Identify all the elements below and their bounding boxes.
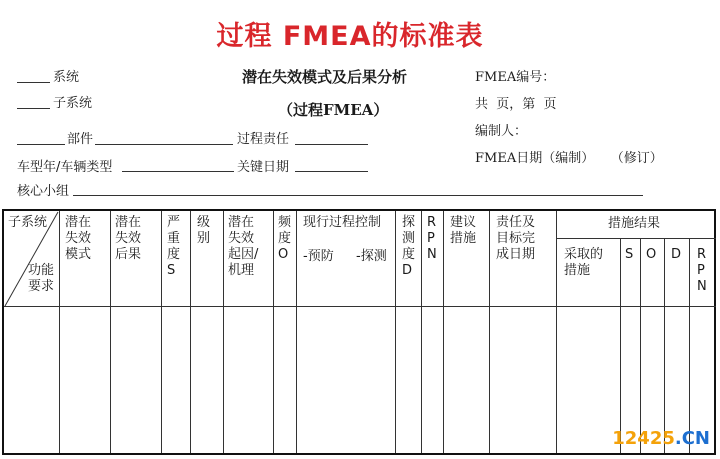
col-divider (161, 211, 162, 453)
col-recommended-header: 建议 措施 (450, 215, 477, 246)
process-owner-underline (295, 144, 368, 145)
model-year-underline (122, 171, 234, 172)
analysis-title: 潜在失效模式及后果分析 (242, 68, 408, 86)
col-results-header: 措施结果 (608, 216, 661, 231)
col-o-header: O (646, 247, 657, 262)
prepared-by-label: 编制人： (475, 124, 528, 139)
col-divider (223, 211, 224, 453)
col-s-header: S (625, 247, 634, 262)
component-label: 部件 (67, 132, 94, 147)
fmea-table (2, 209, 716, 455)
subsystem-underline (17, 108, 50, 109)
fmea-number-label: FMEA编号： (475, 70, 556, 85)
col-divider (110, 211, 111, 453)
col-d-header: D (671, 247, 682, 262)
watermark (612, 428, 710, 449)
col-divider (689, 239, 690, 453)
col-divider (620, 239, 621, 453)
col-divider (556, 211, 557, 453)
process-owner-label: 过程责任 (237, 132, 290, 147)
col-divider (190, 211, 191, 453)
fmea-date-label: FMEA日期（编制） （修订） (475, 151, 663, 166)
col-divider (664, 239, 665, 453)
col-failure-mode-header: 潜在 失效 模式 (65, 215, 92, 262)
col-subsystem-header: 子系统 (8, 215, 48, 230)
header-bottom-line (4, 306, 716, 307)
component-underline-left (17, 144, 65, 145)
col-severity-header: 严 重 度 S (167, 215, 181, 278)
component-underline (95, 144, 233, 145)
core-team-label: 核心小组 (17, 184, 70, 199)
page-title: 过程 FMEA的标准表 (216, 21, 484, 52)
core-team-underline (73, 195, 643, 196)
col-responsibility-header: 责任及 目标完 成日期 (496, 215, 536, 262)
subsystem-label: 子系统 (53, 96, 93, 111)
col-class-header: 级 别 (197, 215, 211, 246)
col-divider (395, 211, 396, 453)
page-count-label: 共 页，第 页 (475, 97, 557, 112)
col-divider (640, 239, 641, 453)
analysis-subtitle: （过程FMEA） (278, 101, 389, 119)
key-date-underline (295, 171, 368, 172)
col-divider (443, 211, 444, 453)
col-rpn2-header: R P N (697, 247, 707, 294)
col-detect-header: -探测 (356, 249, 387, 264)
col-controls-header: 现行过程控制 (303, 215, 382, 230)
col-rpn-header: R P N (427, 215, 437, 262)
results-divider (556, 238, 716, 239)
system-label: 系统 (53, 70, 80, 85)
col-divider (273, 211, 274, 453)
col-divider (489, 211, 490, 453)
col-actions-header: 采取的 措施 (564, 247, 604, 278)
watermark-domain: .CN (674, 428, 710, 449)
col-cause-header: 潜在 失效 起因/ 机理 (228, 215, 259, 278)
col-effects-header: 潜在 失效 后果 (115, 215, 142, 262)
system-underline (17, 82, 50, 83)
col-detection-header: 探 测 度 D (402, 215, 416, 278)
col-divider (296, 211, 297, 453)
col-prevent-header: -预防 (303, 249, 334, 264)
model-year-label: 车型年/车辆类型 (17, 160, 113, 175)
col-divider (421, 211, 422, 453)
watermark-number: 12425 (612, 428, 675, 449)
col-function-header: 功能 要求 (28, 263, 55, 294)
key-date-label: 关键日期 (237, 160, 290, 175)
col-occurrence-header: 频 度 O (278, 215, 292, 262)
